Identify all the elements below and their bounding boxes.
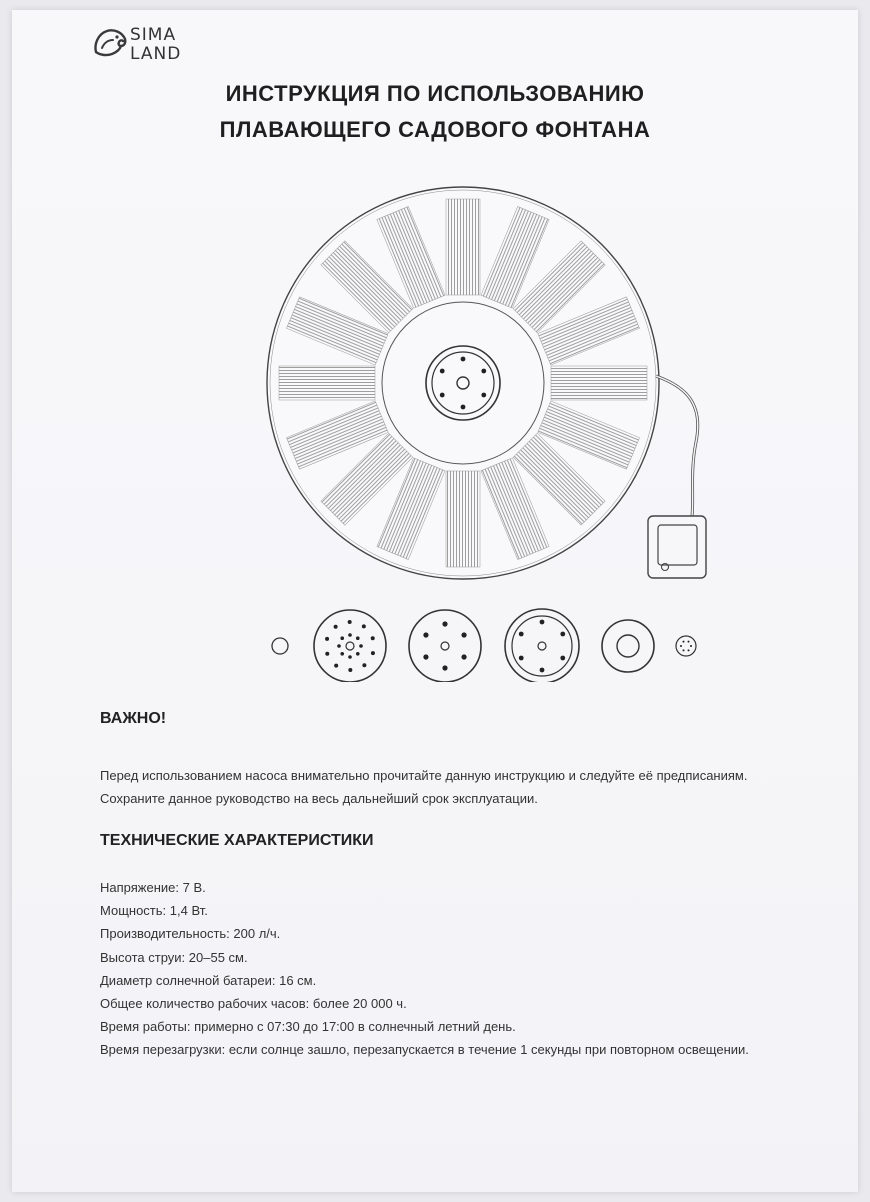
center-jet-dot <box>481 369 486 374</box>
spec-item: Напряжение: 7 В. <box>100 880 206 895</box>
hedgehog-logo-icon <box>92 22 128 62</box>
nozzle-tiny-dotted <box>676 636 696 656</box>
brand-logo <box>92 22 182 67</box>
brand-name-line2: LAND <box>130 44 182 64</box>
instruction-sheet <box>12 10 858 1192</box>
solar-cell-segment <box>446 471 480 567</box>
specs-heading: ТЕХНИЧЕСКИЕ ХАРАКТЕРИСТИКИ <box>100 832 374 849</box>
important-heading: ВАЖНО! <box>100 710 167 727</box>
nozzle-set <box>262 598 722 682</box>
title-line-1: ИНСТРУКЦИЯ ПО ИСПОЛЬЗОВАНИЮ <box>225 81 645 106</box>
center-jet-dot <box>440 393 445 398</box>
important-line-2: Сохраните данное руководство на весь дальнейший срок эксплуатации. <box>100 791 538 806</box>
nozzle-six-dots <box>409 610 481 682</box>
important-line-1: Перед использованием насоса внимательно прочитайте данную инструкцию и следуйте её предписаниям. <box>100 768 748 783</box>
fountain-illustration <box>264 180 724 600</box>
spec-item: Время перезагрузки: если солнце зашло, перезапускается в течение 1 секунды при повторном освещении. <box>100 1042 749 1058</box>
solar-cell-segment <box>446 199 480 295</box>
power-cable <box>656 376 698 516</box>
title-line-2: ПЛАВАЮЩЕГО САДОВОГО ФОНТАНА <box>219 117 651 142</box>
solar-cell-segment <box>279 366 375 400</box>
nozzle-small-ring <box>272 638 288 654</box>
spec-item: Время работы: примерно с 07:30 до 17:00 в солнечный летний день. <box>100 1019 516 1035</box>
center-jet-dot <box>461 357 466 362</box>
center-jet-dot <box>461 405 466 410</box>
spec-item: Общее количество рабочих часов: более 20 000 ч. <box>100 996 407 1012</box>
spec-item: Мощность: 1,4 Вт. <box>100 903 208 919</box>
nozzle-washer <box>602 620 654 672</box>
brand-name-line1: SIMA <box>130 25 177 45</box>
specs-list <box>100 876 749 1062</box>
solar-cell-segment <box>551 366 647 400</box>
spec-item: Высота струи: 20–55 см. <box>100 949 248 965</box>
nozzle-double-ring <box>505 609 579 682</box>
important-text <box>100 764 747 810</box>
spec-item: Диаметр солнечной батареи: 16 см. <box>100 972 317 988</box>
spec-item: Производительность: 200 л/ч. <box>100 926 281 942</box>
center-jet-dot <box>440 369 445 374</box>
center-jet-dot <box>481 393 486 398</box>
nozzle-multi-jet <box>314 610 386 682</box>
page-title <box>12 76 858 148</box>
